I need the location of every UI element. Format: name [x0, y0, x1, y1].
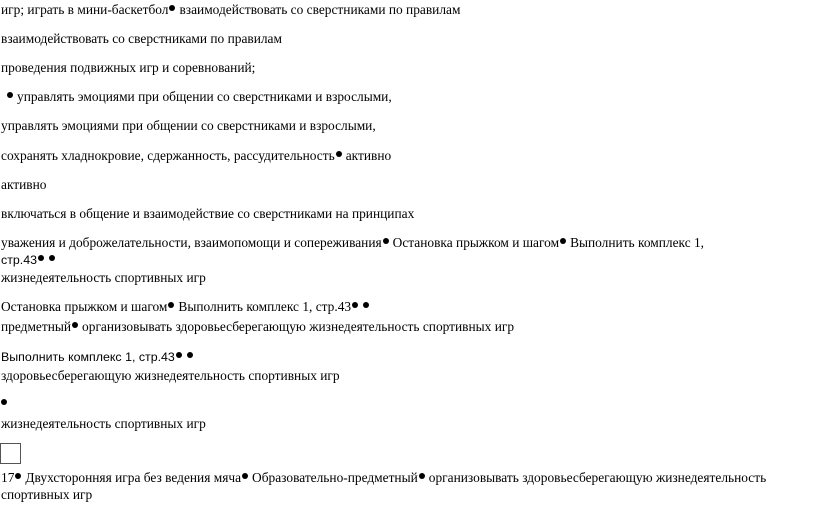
text-line-13	[1, 319, 514, 335]
text-segment: сохранять хладнокровие, сдержанность, рассудительность	[1, 148, 335, 163]
text-segment: управлять эмоциями при общении со сверстниками и взрослыми,	[1, 118, 376, 133]
bullet-icon	[15, 473, 21, 479]
text-segment: уважения и доброжелательности, взаимопомощи и сопереживания	[1, 235, 382, 250]
text-line-6	[1, 148, 391, 164]
text-segment: организовывать здоровьесберегающую жизнедеятельность спортивных игр	[82, 319, 515, 334]
text-segment: здоровьесберегающую жизнедеятельность спортивных игр	[1, 368, 340, 383]
text-segment: взаимодействовать со сверстниками по правилам	[1, 31, 282, 46]
text-line-19	[1, 487, 92, 503]
text-line-4	[1, 89, 392, 105]
text-segment: проведения подвижных игр и соревнований;	[1, 60, 256, 75]
text-segment: Остановка прыжком и шагом	[1, 299, 168, 314]
bullet-icon	[383, 238, 389, 244]
bullet-icon	[352, 302, 358, 308]
bullet-icon	[336, 151, 342, 157]
text-line-17	[1, 416, 206, 432]
text-segment: включаться в общение и взаимодействие со сверстниками на принципах	[1, 206, 415, 221]
bullet-icon	[7, 92, 13, 98]
text-line-12	[1, 299, 373, 315]
bullet-icon	[560, 238, 566, 244]
text-line-16	[1, 396, 11, 412]
bullet-icon	[419, 473, 425, 479]
bullet-icon	[176, 352, 182, 358]
text-segment: игр; играть в мини-баскетбол	[1, 2, 169, 17]
text-line-10	[1, 252, 59, 268]
text-segment: активно	[1, 177, 47, 192]
text-segment: 17	[1, 470, 15, 485]
text-line-2	[1, 31, 282, 47]
bullet-icon	[187, 352, 193, 358]
bullet-icon	[38, 255, 44, 261]
text-line-5	[1, 118, 376, 134]
text-line-9	[1, 235, 704, 251]
bullet-icon	[363, 302, 369, 308]
text-segment: стр.43	[1, 253, 37, 267]
text-segment: Выполнить комплекс 1, стр.43	[178, 299, 352, 314]
bullet-icon	[72, 322, 78, 328]
text-line-18	[1, 470, 766, 486]
text-line-1	[1, 2, 460, 18]
text-segment: организовывать здоровьесберегающую жизнедеятельность	[428, 470, 767, 485]
checkbox[interactable]	[0, 443, 21, 464]
text-line-7	[1, 177, 46, 193]
text-line-11	[1, 270, 206, 286]
text-line-15	[1, 368, 340, 384]
text-segment: спортивных игр	[1, 487, 93, 502]
text-segment: Остановка прыжком и шагом	[392, 235, 560, 250]
text-segment: предметный	[1, 319, 72, 334]
text-segment: Выполнить комплекс 1,	[570, 235, 705, 250]
text-line-8	[1, 206, 414, 222]
text-segment: Образовательно-предметный	[252, 470, 418, 485]
text-line-14	[1, 349, 197, 365]
bullet-icon	[1, 399, 7, 405]
text-segment: жизнедеятельность спортивных игр	[1, 416, 206, 431]
text-segment: Выполнить комплекс 1, стр.43	[1, 350, 175, 364]
text-line-3	[1, 60, 255, 76]
bullet-icon	[242, 473, 248, 479]
text-segment: жизнедеятельность спортивных игр	[1, 270, 206, 285]
bullet-icon	[168, 302, 174, 308]
text-segment: активно	[345, 148, 392, 163]
text-segment: взаимодействовать со сверстниками по правилам	[179, 2, 461, 17]
bullet-icon	[49, 255, 55, 261]
bullet-icon	[169, 5, 175, 11]
text-segment: Двухсторонняя игра без ведения мяча	[25, 470, 242, 485]
text-segment: управлять эмоциями при общении со сверстниками и взрослыми,	[17, 89, 392, 104]
